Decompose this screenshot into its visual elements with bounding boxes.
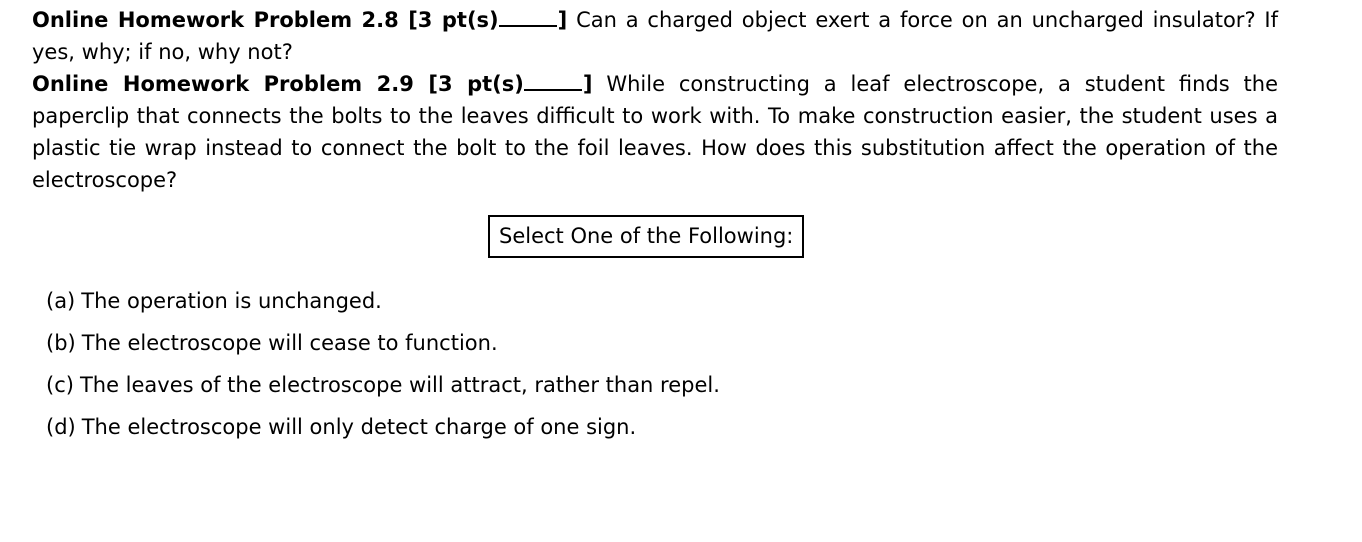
problem-2-8-text: Can a charged object exert a force on an uncharged insulator? If yes, why; if no, why not? xyxy=(32,8,1278,64)
answer-options xyxy=(46,285,720,453)
problem-2-9-text: While constructing a leaf electroscope, a student finds the paperclip that connects the bolts to the leaves difficult to work with. To make construction easier, the student uses a plastic tie wrap instead to connect the bolt to the foil leaves. How does this substitution affect the operation of the electroscope? xyxy=(32,72,1278,192)
option-letter: (a) xyxy=(46,289,76,313)
option-text: The electroscope will only detect charge of one sign. xyxy=(81,415,637,439)
option-c[interactable] xyxy=(46,369,720,411)
points-blank xyxy=(524,88,582,91)
option-letter: (c) xyxy=(46,373,74,397)
problem-2-9-closing-bracket: ] xyxy=(582,72,593,96)
problem-2-8 xyxy=(32,4,1278,68)
option-text: The electroscope will cease to function. xyxy=(81,331,498,355)
option-text: The leaves of the electroscope will attract, rather than repel. xyxy=(79,373,720,397)
points-blank xyxy=(499,24,557,27)
option-b[interactable] xyxy=(46,327,720,369)
option-d[interactable] xyxy=(46,411,720,453)
option-text: The operation is unchanged. xyxy=(81,289,382,313)
problem-2-9 xyxy=(32,68,1278,196)
homework-document xyxy=(32,4,1278,196)
option-letter: (b) xyxy=(46,331,76,355)
problem-2-8-closing-bracket: ] xyxy=(557,8,568,32)
option-a[interactable] xyxy=(46,285,720,327)
problem-2-9-heading: Online Homework Problem 2.9 [3 pt(s) xyxy=(32,72,524,96)
problem-2-8-heading: Online Homework Problem 2.8 [3 pt(s) xyxy=(32,8,499,32)
select-prompt-box: Select One of the Following: xyxy=(488,215,804,258)
option-letter: (d) xyxy=(46,415,76,439)
